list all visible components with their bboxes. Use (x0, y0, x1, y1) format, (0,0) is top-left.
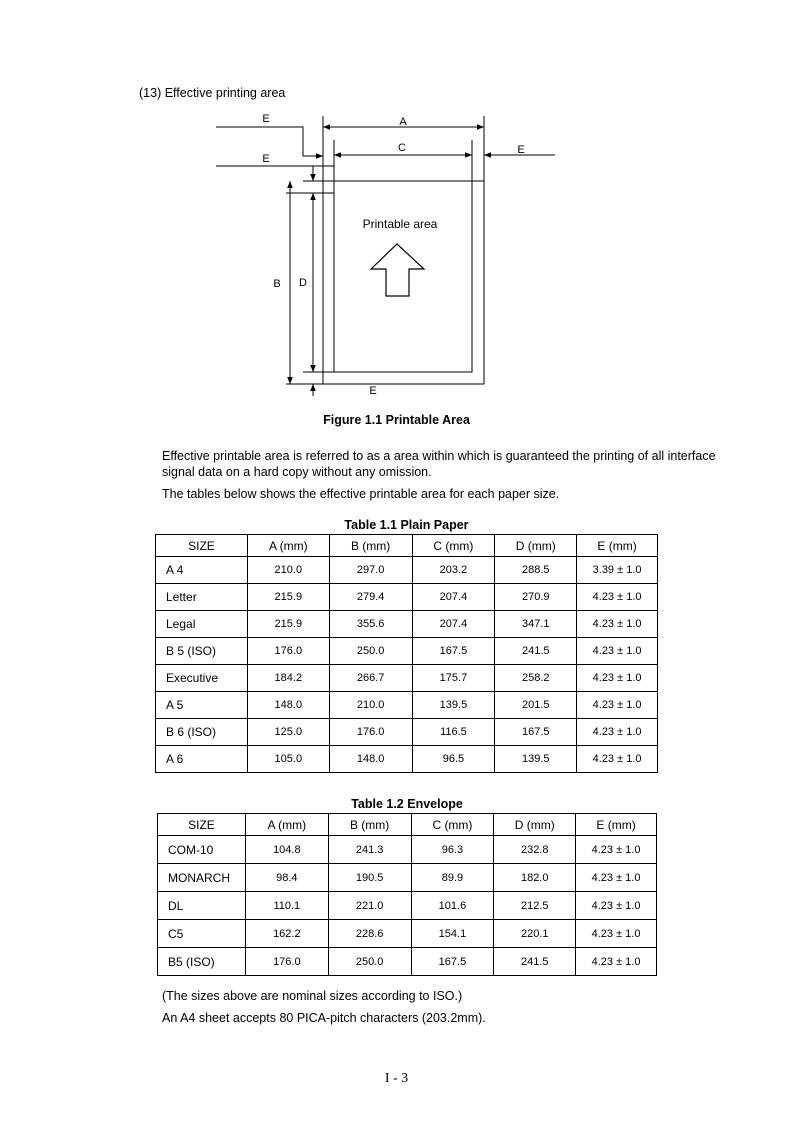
value-cell: 105.0 (247, 746, 329, 773)
value-cell: 148.0 (329, 746, 412, 773)
table-row (158, 948, 657, 976)
label-d: D (299, 277, 307, 289)
value-cell: 4.23 ± 1.0 (576, 920, 657, 948)
value-cell: 241.5 (495, 638, 577, 665)
value-cell: 201.5 (495, 692, 577, 719)
value-cell: 110.1 (245, 892, 328, 920)
value-cell: 4.23 ± 1.0 (577, 719, 658, 746)
value-cell: 279.4 (329, 584, 412, 611)
value-cell: 4.23 ± 1.0 (577, 692, 658, 719)
value-cell: 176.0 (247, 638, 329, 665)
value-cell: 162.2 (245, 920, 328, 948)
label-b: B (273, 278, 281, 290)
column-header: B (mm) (328, 814, 411, 836)
value-cell: 228.6 (328, 920, 411, 948)
table-row (158, 920, 657, 948)
size-cell: B 6 (ISO) (156, 719, 248, 746)
label-e-right: E (517, 144, 525, 156)
value-cell: 4.23 ± 1.0 (577, 584, 658, 611)
value-cell: 4.23 ± 1.0 (576, 948, 657, 976)
label-c: C (398, 142, 406, 154)
column-header: D (mm) (495, 535, 577, 557)
table-row (156, 557, 658, 584)
column-header: C (mm) (411, 814, 494, 836)
value-cell: 297.0 (329, 557, 412, 584)
value-cell: 3.39 ± 1.0 (577, 557, 658, 584)
size-cell: MONARCH (158, 864, 246, 892)
column-header: D (mm) (494, 814, 576, 836)
size-cell: B5 (ISO) (158, 948, 246, 976)
table-row (158, 864, 657, 892)
printable-area-label: Printable area (362, 217, 438, 231)
value-cell: 96.5 (412, 746, 495, 773)
label-a: A (399, 116, 407, 128)
table-row (158, 892, 657, 920)
table2-caption: Table 1.2 Envelope (351, 797, 463, 811)
table-row (156, 719, 658, 746)
value-cell: 4.23 ± 1.0 (577, 746, 658, 773)
table-row (156, 584, 658, 611)
table-row (156, 638, 658, 665)
section-heading: (13) Effective printing area (139, 86, 286, 100)
table-header-row (158, 814, 657, 836)
table1-caption: Table 1.1 Plain Paper (344, 518, 469, 532)
value-cell: 241.3 (328, 836, 411, 864)
column-header: E (mm) (576, 814, 657, 836)
table-row (158, 836, 657, 864)
value-cell: 96.3 (411, 836, 494, 864)
table-row (156, 746, 658, 773)
value-cell: 288.5 (495, 557, 577, 584)
size-cell: A 4 (156, 557, 248, 584)
label-e-top-left: E (262, 113, 270, 125)
column-header: E (mm) (577, 535, 658, 557)
value-cell: 190.5 (328, 864, 411, 892)
printable-area-outline (334, 140, 472, 372)
size-cell: B 5 (ISO) (156, 638, 248, 665)
value-cell: 250.0 (328, 948, 411, 976)
value-cell: 182.0 (494, 864, 576, 892)
size-cell: A 6 (156, 746, 248, 773)
label-e-left: E (262, 153, 270, 165)
value-cell: 4.23 ± 1.0 (576, 864, 657, 892)
size-cell: DL (158, 892, 246, 920)
value-cell: 89.9 (411, 864, 494, 892)
value-cell: 241.5 (494, 948, 576, 976)
value-cell: 116.5 (412, 719, 495, 746)
value-cell: 232.8 (494, 836, 576, 864)
label-e-bottom: E (369, 385, 377, 397)
value-cell: 184.2 (247, 665, 329, 692)
value-cell: 207.4 (412, 611, 495, 638)
value-cell: 258.2 (495, 665, 577, 692)
value-cell: 270.9 (495, 584, 577, 611)
note-nominal-sizes: (The sizes above are nominal sizes according to ISO.) (162, 989, 463, 1003)
size-cell: Legal (156, 611, 248, 638)
value-cell: 139.5 (495, 746, 577, 773)
size-cell: A 5 (156, 692, 248, 719)
printable-area-diagram (0, 0, 793, 440)
column-header: C (mm) (412, 535, 495, 557)
value-cell: 4.23 ± 1.0 (577, 665, 658, 692)
envelope-table (157, 813, 657, 976)
value-cell: 203.2 (412, 557, 495, 584)
size-cell: C5 (158, 920, 246, 948)
value-cell: 101.6 (411, 892, 494, 920)
note-a4-pica: An A4 sheet accepts 80 PICA-pitch characters (203.2mm). (162, 1011, 486, 1025)
plain-paper-table (155, 534, 658, 773)
value-cell: 154.1 (411, 920, 494, 948)
intro-paragraph: Effective printable area is referred to as a area within which is guaranteed the printing of all interface signal data on a hard copy without any omission. (162, 449, 716, 479)
value-cell: 98.4 (245, 864, 328, 892)
size-cell: COM-10 (158, 836, 246, 864)
value-cell: 125.0 (247, 719, 329, 746)
value-cell: 4.23 ± 1.0 (576, 836, 657, 864)
value-cell: 4.23 ± 1.0 (577, 638, 658, 665)
value-cell: 207.4 (412, 584, 495, 611)
size-cell: Executive (156, 665, 248, 692)
value-cell: 148.0 (247, 692, 329, 719)
value-cell: 347.1 (495, 611, 577, 638)
value-cell: 167.5 (495, 719, 577, 746)
value-cell: 212.5 (494, 892, 576, 920)
value-cell: 139.5 (412, 692, 495, 719)
value-cell: 175.7 (412, 665, 495, 692)
size-cell: Letter (156, 584, 248, 611)
value-cell: 4.23 ± 1.0 (577, 611, 658, 638)
value-cell: 355.6 (329, 611, 412, 638)
value-cell: 104.8 (245, 836, 328, 864)
table-row (156, 611, 658, 638)
e-left-leader (216, 127, 323, 156)
value-cell: 176.0 (245, 948, 328, 976)
table-header-row (156, 535, 658, 557)
value-cell: 210.0 (247, 557, 329, 584)
value-cell: 167.5 (412, 638, 495, 665)
column-header: B (mm) (329, 535, 412, 557)
value-cell: 4.23 ± 1.0 (576, 892, 657, 920)
up-arrow-icon (371, 244, 424, 296)
value-cell: 215.9 (247, 584, 329, 611)
value-cell: 176.0 (329, 719, 412, 746)
column-header: SIZE (156, 535, 248, 557)
column-header: SIZE (158, 814, 246, 836)
page-number: I - 3 (384, 1071, 409, 1086)
value-cell: 266.7 (329, 665, 412, 692)
tables-intro: The tables below shows the effective printable area for each paper size. (162, 487, 560, 501)
value-cell: 220.1 (494, 920, 576, 948)
column-header: A (mm) (245, 814, 328, 836)
value-cell: 167.5 (411, 948, 494, 976)
column-header: A (mm) (247, 535, 329, 557)
table-row (156, 665, 658, 692)
table-row (156, 692, 658, 719)
value-cell: 215.9 (247, 611, 329, 638)
value-cell: 250.0 (329, 638, 412, 665)
value-cell: 221.0 (328, 892, 411, 920)
value-cell: 210.0 (329, 692, 412, 719)
figure-caption: Figure 1.1 Printable Area (323, 413, 470, 427)
